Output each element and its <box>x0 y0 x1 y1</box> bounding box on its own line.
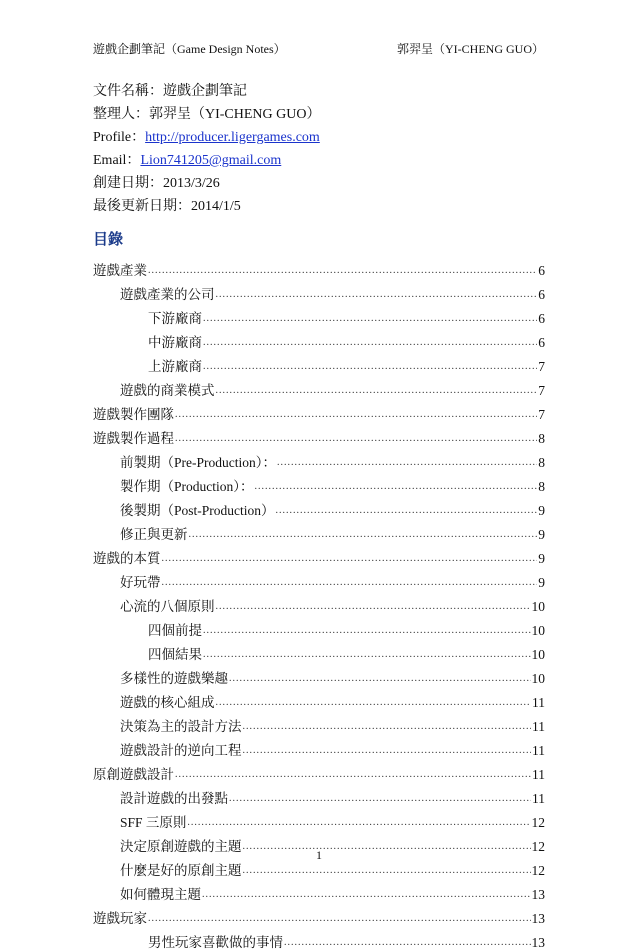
toc-dot-leader <box>203 310 537 328</box>
toc-dot-leader <box>216 694 532 712</box>
document-metadata <box>93 80 321 218</box>
toc-entry-title: 後製期（Post-Production） <box>120 503 275 518</box>
created-date-line: 創建日期：2013/3/26 <box>93 176 220 191</box>
toc-dot-leader <box>203 334 537 352</box>
toc-entry[interactable] <box>93 520 545 544</box>
editor-line: 整理人：郭羿呈（YI-CHENG GUO） <box>93 107 321 122</box>
toc-entry-page: 11 <box>532 719 545 734</box>
toc-entry-title: 上游廠商 <box>148 359 202 374</box>
toc-entry[interactable] <box>93 448 545 472</box>
toc-entry[interactable] <box>93 904 545 928</box>
toc-entry[interactable] <box>93 280 545 304</box>
toc-entry-title: 設計遊戲的出發點 <box>120 791 228 806</box>
toc-entry[interactable] <box>93 376 545 400</box>
toc-entry[interactable] <box>93 808 545 832</box>
toc-dot-leader <box>203 646 531 664</box>
toc-entry-page: 13 <box>531 887 545 902</box>
toc-dot-leader <box>175 406 537 424</box>
toc-entry-page: 12 <box>531 815 545 830</box>
toc-entry[interactable] <box>93 616 545 640</box>
toc-entry[interactable] <box>93 592 545 616</box>
toc-entry[interactable] <box>93 640 545 664</box>
toc-entry-title: 遊戲產業的公司 <box>120 287 215 302</box>
toc-entry-title: 決定原創遊戲的主題 <box>120 839 242 854</box>
toc-entry-page: 10 <box>531 647 545 662</box>
toc-entry-page: 8 <box>538 431 545 446</box>
toc-entry-page: 10 <box>531 671 545 686</box>
header-document-title: 遊戲企劃筆記（Game Design Notes） <box>93 42 286 56</box>
toc-entry-title: 好玩帶 <box>120 575 161 590</box>
toc-entry-page: 10 <box>531 623 545 638</box>
toc-entry-title: 遊戲的本質 <box>93 551 161 566</box>
toc-dot-leader <box>175 430 537 448</box>
toc-entry-title: SFF 三原則 <box>120 815 187 830</box>
header-author: 郭羿呈（YI-CHENG GUO） <box>397 42 544 56</box>
toc-entry-title: 下游廠商 <box>148 311 202 326</box>
profile-label: Profile： <box>93 130 146 145</box>
toc-entry-title: 多樣性的遊戲樂趣 <box>120 671 228 686</box>
toc-dot-leader <box>187 814 530 832</box>
toc-entry[interactable] <box>93 784 545 808</box>
toc-entry-page: 9 <box>538 503 545 518</box>
toc-entry[interactable] <box>93 568 545 592</box>
toc-entry-title: 遊戲製作過程 <box>93 431 174 446</box>
toc-dot-leader <box>229 670 531 688</box>
toc-dot-leader <box>162 574 538 592</box>
toc-entry[interactable] <box>93 424 545 448</box>
toc-entry-title: 如何體現主題 <box>120 887 201 902</box>
toc-entry-page: 13 <box>531 935 545 950</box>
toc-entry-title: 遊戲的商業模式 <box>120 383 215 398</box>
toc-entry-page: 10 <box>531 599 545 614</box>
toc-dot-leader <box>277 454 537 472</box>
toc-entry-page: 11 <box>532 767 545 782</box>
toc-entry-title: 男性玩家喜歡做的事情 <box>148 935 283 950</box>
updated-date-line: 最後更新日期：2014/1/5 <box>93 199 241 214</box>
toc-entry-title: 遊戲的核心組成 <box>120 695 215 710</box>
toc-dot-leader <box>229 790 531 808</box>
toc-dot-leader <box>255 478 538 496</box>
toc-dot-leader <box>175 766 531 784</box>
toc-entry-page: 8 <box>538 455 545 470</box>
toc-entry-page: 11 <box>532 743 545 758</box>
toc-dot-leader <box>203 622 531 640</box>
toc-entry-title: 修正與更新 <box>120 527 188 542</box>
toc-entry[interactable] <box>93 544 545 568</box>
toc-dot-leader <box>284 934 531 952</box>
toc-dot-leader <box>216 286 538 304</box>
toc-entry-page: 9 <box>538 551 545 566</box>
toc-entry[interactable] <box>93 736 545 760</box>
toc-dot-leader <box>243 862 531 880</box>
toc-entry-title: 遊戲產業 <box>93 263 147 278</box>
toc-entry-title: 四個前提 <box>148 623 202 638</box>
email-link[interactable]: Lion741205@gmail.com <box>140 153 282 168</box>
toc-dot-leader <box>148 262 537 280</box>
toc-entry[interactable] <box>93 400 545 424</box>
toc-dot-leader <box>216 382 538 400</box>
toc-dot-leader <box>148 910 531 928</box>
toc-entry[interactable] <box>93 880 545 904</box>
toc-entry-title: 什麼是好的原創主題 <box>120 863 242 878</box>
toc-entry-title: 中游廠商 <box>148 335 202 350</box>
page-number: 1 <box>316 848 322 862</box>
toc-heading: 目錄 <box>93 230 124 248</box>
toc-entry-page: 12 <box>531 839 545 854</box>
toc-entry-page: 13 <box>531 911 545 926</box>
toc-entry-page: 7 <box>538 383 545 398</box>
toc-entry[interactable] <box>93 328 545 352</box>
toc-entry[interactable] <box>93 472 545 496</box>
toc-entry[interactable] <box>93 688 545 712</box>
toc-entry[interactable] <box>93 256 545 280</box>
toc-entry-title: 決策為主的設計方法 <box>120 719 242 734</box>
toc-entry-title: 心流的八個原則 <box>120 599 215 614</box>
toc-entry[interactable] <box>93 304 545 328</box>
toc-entry-title: 四個結果 <box>148 647 202 662</box>
toc-dot-leader <box>243 718 532 736</box>
toc-entry[interactable] <box>93 928 545 952</box>
toc-dot-leader <box>276 502 538 520</box>
toc-entry-page: 12 <box>531 863 545 878</box>
toc-dot-leader <box>243 742 532 760</box>
toc-entry[interactable] <box>93 712 545 736</box>
toc-entry-page: 6 <box>538 335 545 350</box>
toc-entry-title: 遊戲設計的逆向工程 <box>120 743 242 758</box>
toc-entry-title: 製作期（Production）： <box>120 479 254 494</box>
toc-dot-leader <box>216 598 531 616</box>
email-line <box>93 149 321 172</box>
toc-entry-page: 9 <box>538 527 545 542</box>
toc-entry-page: 9 <box>538 575 545 590</box>
toc-entry-page: 7 <box>538 407 545 422</box>
profile-link[interactable]: http://producer.ligergames.com <box>145 130 320 145</box>
toc-dot-leader <box>203 358 537 376</box>
toc-dot-leader <box>189 526 538 544</box>
profile-line <box>93 126 321 149</box>
email-label: Email： <box>93 153 141 168</box>
toc-dot-leader <box>202 886 531 904</box>
toc-entry-page: 11 <box>532 791 545 806</box>
toc-entry-page: 6 <box>538 263 545 278</box>
toc-entry-title: 遊戲玩家 <box>93 911 147 926</box>
toc-entry[interactable] <box>93 352 545 376</box>
toc-entry[interactable] <box>93 760 545 784</box>
page-header <box>93 40 544 58</box>
toc-entry[interactable] <box>93 496 545 520</box>
filename-line: 文件名稱：遊戲企劃筆記 <box>93 84 247 99</box>
toc-entry-title: 原創遊戲設計 <box>93 767 174 782</box>
toc-entry-page: 11 <box>532 695 545 710</box>
toc-entry-page: 7 <box>538 359 545 374</box>
toc-entry-page: 6 <box>538 311 545 326</box>
toc-entry-page: 8 <box>538 479 545 494</box>
toc-entry-title: 遊戲製作團隊 <box>93 407 174 422</box>
toc-entry-page: 6 <box>538 287 545 302</box>
toc-dot-leader <box>162 550 538 568</box>
toc-entry-title: 前製期（Pre-Production）： <box>120 455 276 470</box>
toc-entry[interactable] <box>93 664 545 688</box>
